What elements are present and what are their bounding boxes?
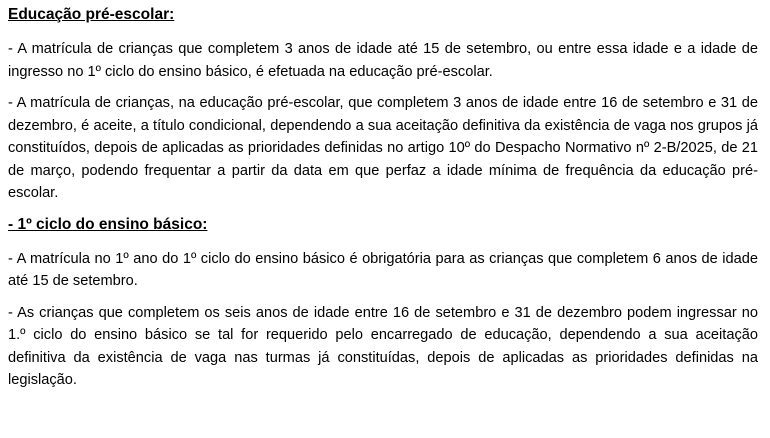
paragraph-first-cycle-optional: - As crianças que completem os seis anos de idade entre 16 de setembro e 31 de dezembro podem ingressar no 1.º ciclo do ensino básico se tal for requerido pelo encarregado de educação, dependendo a sua aceitação definitiva da existência de vaga nas turmas já constituídas, depois de aplicadas as prioridades definidas na legislação.: [8, 304, 758, 388]
paragraph-first-cycle-mandatory: - A matrícula no 1º ano do 1º ciclo do ensino básico é obrigatória para as crianças que completem 6 anos de idade até 15 de setembro.: [8, 250, 758, 289]
section-title-first-cycle: - 1º ciclo do ensino básico:: [8, 215, 208, 233]
paragraph-pre-school-conditional: - A matrícula de crianças, na educação pré-escolar, que completem 3 anos de idade entre 16 de setembro e 31 de dezembro, é aceite, a título condicional, dependendo a sua aceitação definitiva da existência de vaga nos grupos já constituídos, depois de aplicadas as prioridades definidas no artigo 10º do Despacho Normativo nº 2-B/2025, de 21 de março, podendo frequentar a partir da data em que perfaz a idade mínima de frequência da educação pré-escolar.: [8, 95, 758, 201]
paragraph-pre-school-enrollment: - A matrícula de crianças que completem 3 anos de idade até 15 de setembro, ou entre essa idade e a idade de ingresso no 1º ciclo do ensino básico, é efetuada na educação pré-escolar.: [8, 41, 758, 80]
section-title-pre-school: Educação pré-escolar:: [8, 6, 175, 23]
